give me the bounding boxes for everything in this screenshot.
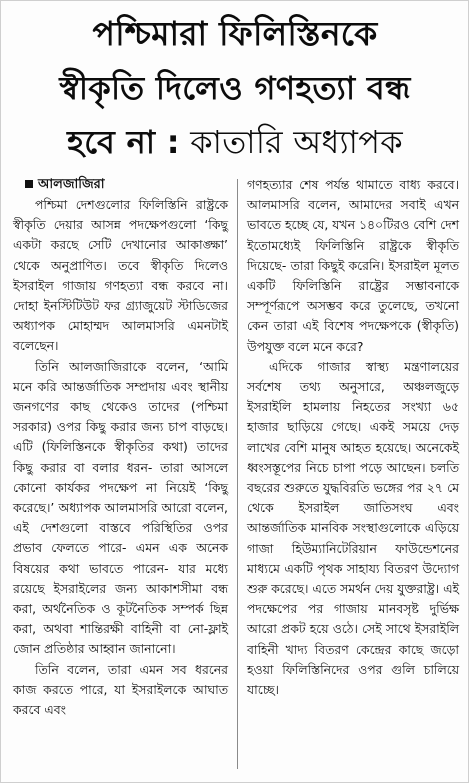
byline xyxy=(13,175,228,195)
headline-line-3 xyxy=(9,115,461,169)
paragraph: গণহত্যার শেষ পর্যন্ত থামাতে বাধ্য করবে। আলমাসরি বলেন, আমাদের সবাই এখন ভাবতে হচ্ছে যে, যখন ১৪০টিরও বেশি দেশ ইতোমধ্যেই ফিলিস্তিনি রাষ্ট্রকে স্বীকৃতি দিয়েছে- তারা কিছুই করেনি। ইসরাইল মূলত একটি ফিলিস্তিনি রাষ্ট্রের সম্ভাবনাকে সম্পূর্ণরূপে অসম্ভব করে তুলেছে, তখনো কেন তারা এই বিশেষ পদক্ষেপকে (স্বীকৃতি) উপযুক্ত বলে মনে করে? xyxy=(247,177,459,354)
paragraph: তিনি বলেন, তারা এমন সব ধরনের কাজ করতে পারে, যা ইসরাইলকে আঘাত করবে এবং xyxy=(13,661,228,718)
paragraph: পশ্চিমা দেশগুলোর ফিলিস্তিনি রাষ্ট্রকে স্বীকৃতি দেয়ার আসন্ন পদক্ষেপগুলো ‘কিছু একটা করছে সেটি দেখানোর আকাঙ্ক্ষা’ থেকে অনুপ্রাণিত। তবে স্বীকৃতি দিলেও ইসরাইল গাজায় গণহত্যা বন্ধ করবে না। দোহা ইনস্টিটিউট ফর গ্র্যাজুয়েট স্টাডিজের অধ্যাপক মোহাম্মদ আলমাসরি এমনটাই বলেছেন। xyxy=(13,197,228,354)
headline-line-1: পশ্চিমারা ফিলিস্তিনকে xyxy=(92,14,378,53)
headline-line-2: স্বীকৃতি দিলেও গণহত্যা বন্ধ xyxy=(59,69,411,107)
paragraph: এদিকে গাজার স্বাস্থ্য মন্ত্রণালয়ের সর্বশেষ তথ্য অনুসারে, অঞ্চলজুড়ে ইসরাইলি হামলায় নিহতের সংখ্যা ৬৫ হাজার ছাড়িয়ে গেছে। একই সময়ে দেড় লাখের বেশি মানুষ আহত হয়েছে। অনেকেই ধ্বংসস্তূপের নিচে চাপা পড়ে আছেন। চলতি বছরের শুরুতে যুদ্ধবিরতি ভঙ্গের পর ২৭ মে থেকে ইসরাইল জাতিসংঘ এবং আন্তর্জাতিক মানবিক সংস্থাগুলোকে এড়িয়ে গাজা হিউম্যানিটেরিয়ান ফাউন্ডেশনের মাধ্যমে একটি পৃথক সাহায্য বিতরণ উদ্যোগ শুরু করেছে। এতে সমর্থন দেয় যুক্তরাষ্ট্র। এই পদক্ষেপের পর গাজায় মানবসৃষ্ট দুর্ভিক্ষ আরো প্রকট হয়ে ওঠে। সেই সাথে ইসরাইলি বাহিনী খাদ্য বিতরণ কেন্দ্রের কাছে জড়ো হওয়া ফিলিস্তিনিদের ওপর গুলি চালিয়ে যাচ্ছে। xyxy=(247,358,459,698)
paragraph: তিনি আলজাজিরাকে বলেন, ‘আমি মনে করি আন্তর্জাতিক সম্প্রদায় এবং স্থানীয় জনগণের কাছ থেকেও তাদের (পশ্চিমা সরকার) ওপর কিছু করার জন্য চাপ বাড়ছে। এটি (ফিলিস্তিনকে স্বীকৃতির কথা) তাদের কিছু করার বা বলার ধরন- তারা আসলে কোনো কার্যকর পদক্ষেপ না নিয়েই ‘কিছু করেছে।’ অধ্যাপক আলমাসরি আরো বলেন, এই দেশগুলো বাস্তবে পরিস্থিতির ওপর প্রভাব ফেলতে পারে- এমন এক অনেক বিষয়ের কথা ভাবতে পারেন- যার মধ্যে রয়েছে ইসরাইলের জন্য আকাশসীমা বন্ধ করা, অর্থনৈতিক ও কূটনৈতিক সম্পর্ক ছিন্ন করা, অথবা শান্তিরক্ষী বাহিনী বা নো-ফ্লাই জোন প্রতিষ্ঠার আহ্বান জানানো। xyxy=(13,358,228,657)
left-column xyxy=(13,175,228,720)
byline-source: আলজাজিরা xyxy=(38,177,105,192)
headline xyxy=(9,7,461,169)
headline-line-3-bold: হবে না : xyxy=(67,123,180,161)
right-column xyxy=(247,175,459,700)
column-divider xyxy=(237,179,238,769)
headline-line-3-rest: কাতারি অধ্যাপক xyxy=(179,123,403,161)
byline-square-icon xyxy=(25,180,33,188)
